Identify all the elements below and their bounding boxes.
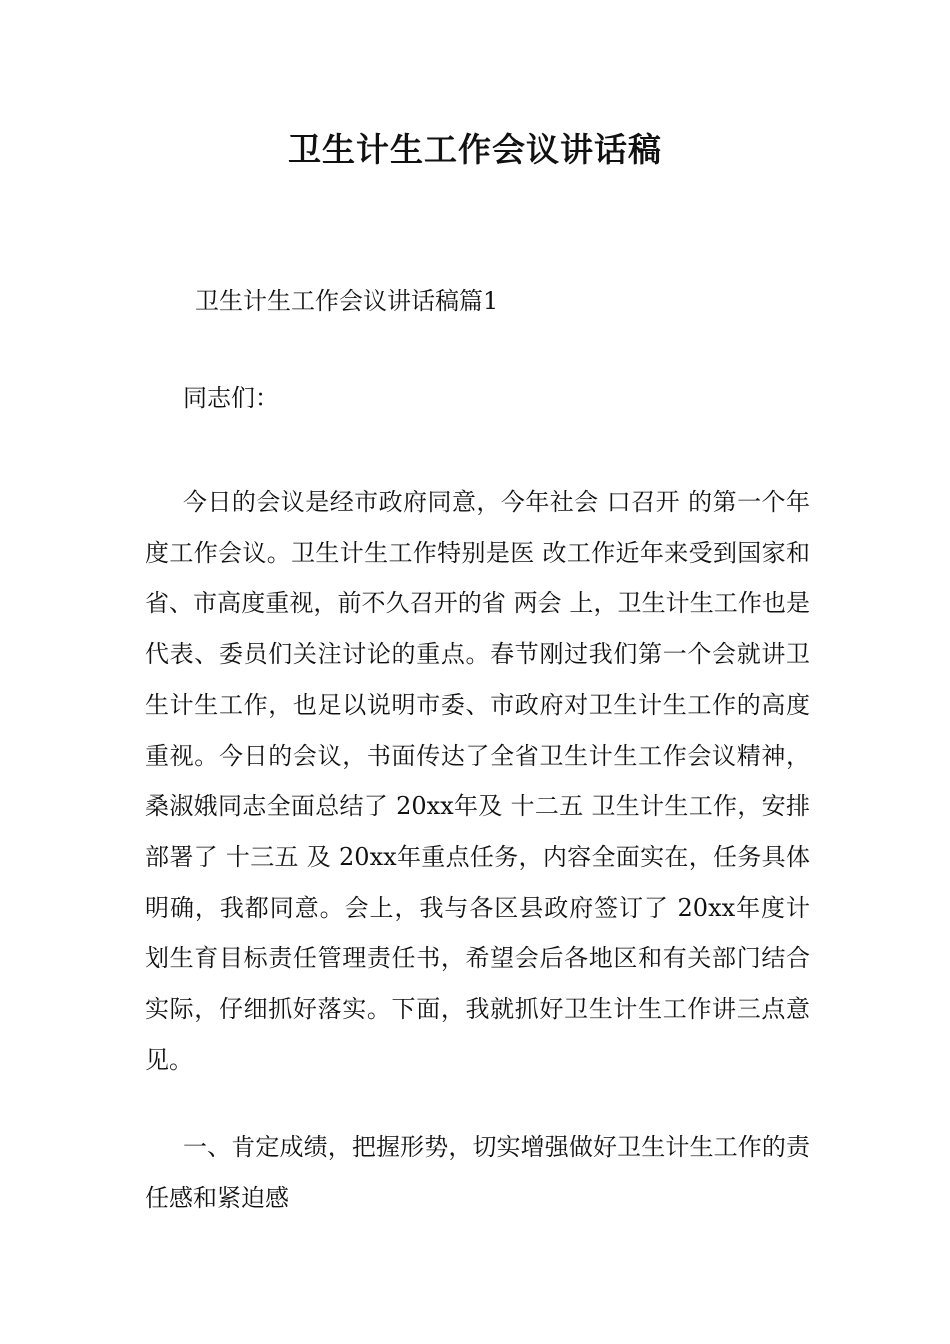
greeting: 同志们： [183,384,279,412]
section-heading: 一、肯定成绩，把握形势，切实增强做好卫生计生工作的责任感和紧迫感 [145,1133,810,1212]
section-subtitle: 卫生计生工作会议讲话稿篇1 [195,287,499,315]
body-paragraph: 今日的会议是经市政府同意，今年社会 口召开 的第一个年度工作会议。卫生计生工作特别是医 改工作近年来受到国家和省、市高度重视，前不久召开的省 两会 上，卫生计生工作也是代表、委员们关注讨论的重点。春节刚过我们第一个会就讲卫生计生工作，也足以说明市委、市政府对卫生计生工作的高度重视。今日的会议，书面传达了全省卫生计生工作会议精神，桑淑娥同志全面总结了 20xx年及 十二五 卫生计生工作，安排部署了 十三五 及 20xx年重点任务，内容全面实在，任务具体明确，我都同意。会上，我与各区县政府签订了 20xx年度计划生育目标责任管理责任书，希望会后各地区和有关部门结合实际，仔细抓好落实。下面，我就抓好卫生计生工作讲三点意见。 [145,488,810,1074]
document-title: 卫生计生工作会议讲话稿 [288,130,662,169]
